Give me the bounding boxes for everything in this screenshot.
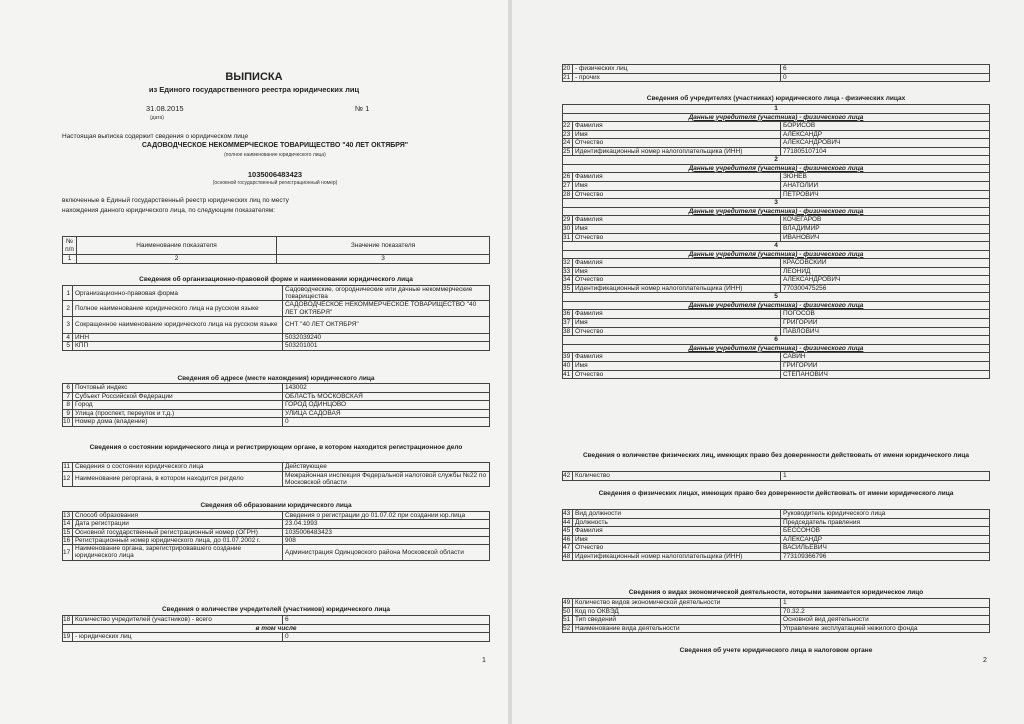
row-number: 33 xyxy=(563,267,573,276)
row-name: - прочих xyxy=(573,73,781,82)
row-value: Председатель правления xyxy=(781,518,990,527)
row-number: 5 xyxy=(63,342,73,351)
row-value: АЛЕКСАНДР xyxy=(781,535,990,544)
row-name: Почтовый индекс xyxy=(73,384,283,393)
row-number: 11 xyxy=(63,463,73,472)
persons-table xyxy=(562,509,990,561)
row-value: 5032039240 xyxy=(283,333,490,342)
row-name: КПП xyxy=(73,342,283,351)
row-name: Фамилия xyxy=(573,122,781,131)
section-title-address: Сведения об адресе (месте нахождения) юридического лица xyxy=(177,375,375,382)
row-value: ЛЕОНИД xyxy=(781,267,990,276)
document-subtitle: из Единого государственного реестра юридических лиц xyxy=(148,85,360,94)
row-name: Номер дома (владение) xyxy=(73,418,283,427)
row-name: Идентификационный номер налогоплательщика (ИНН) xyxy=(573,147,781,155)
row-value: 908 xyxy=(283,537,490,545)
persons-count-table xyxy=(562,471,990,481)
activity-table xyxy=(562,598,990,633)
row-name: Сведения о состоянии юридического лица xyxy=(73,463,283,472)
row-value: КОЧЕГАРОВ xyxy=(781,216,990,225)
row-name: Имя xyxy=(573,319,781,328)
row-name: Код по ОКВЭД xyxy=(573,607,781,616)
row-name: Количество видов экономической деятельности xyxy=(573,599,781,608)
row-number: 48 xyxy=(563,552,573,560)
row-value: ПОГОСОВ xyxy=(781,310,990,319)
row-number: 4 xyxy=(63,333,73,342)
row-name: Фамилия xyxy=(573,353,781,362)
header-col-index: 2 xyxy=(77,255,277,264)
row-number: 27 xyxy=(563,181,573,190)
row-value: 0 xyxy=(283,418,490,427)
row-name: ИНН xyxy=(73,333,283,342)
founder-index: 2 xyxy=(563,156,990,165)
row-value: АЛЕКСАНДРОВИЧ xyxy=(781,139,990,148)
row-number: 45 xyxy=(563,527,573,536)
row-name: Имя xyxy=(573,181,781,190)
ogrn-caption: (основной государственный регистрационный номер) xyxy=(212,180,338,186)
extract-date-caption: (дата) xyxy=(150,115,164,121)
header-col-index: 1 xyxy=(63,255,77,264)
row-number: 30 xyxy=(563,224,573,233)
row-number: 13 xyxy=(63,512,73,520)
intro-text: Настоящая выписка содержит сведения о юридическом лице xyxy=(62,133,249,140)
row-value: Руководитель юридического лица xyxy=(781,510,990,519)
row-number: 16 xyxy=(63,537,73,545)
row-number: 49 xyxy=(563,599,573,608)
row-number: 41 xyxy=(563,370,573,379)
row-number: 6 xyxy=(63,384,73,393)
row-name: Способ образования xyxy=(73,512,283,520)
row-number: 51 xyxy=(563,616,573,625)
founder-caption: Данные учредителя (участника) - физического лица xyxy=(563,164,990,173)
row-number: 37 xyxy=(563,319,573,328)
row-number: 8 xyxy=(63,401,73,410)
row-value: АНАТОЛИЙ xyxy=(781,181,990,190)
row-number: 38 xyxy=(563,327,573,336)
row-number: 40 xyxy=(563,362,573,371)
row-number: 20 xyxy=(563,65,573,74)
section-title-persons-count: Сведения о количестве физических лиц, имеющих право без доверенности действовать от имени юридического лица xyxy=(582,452,970,459)
row-number: 35 xyxy=(563,285,573,293)
founder-caption: Данные учредителя (участника) - физического лица xyxy=(563,207,990,216)
header-number: № п/п xyxy=(63,237,77,255)
row-name: Имя xyxy=(573,267,781,276)
row-value: 23.04.1993 xyxy=(283,520,490,529)
row-name: Фамилия xyxy=(573,259,781,268)
row-number: 3 xyxy=(63,316,73,333)
row-value: 771805107104 xyxy=(781,147,990,155)
row-value: СНТ "40 ЛЕТ ОКТЯБРЯ" xyxy=(283,316,490,333)
header-indicator-name: Наименование показателя xyxy=(77,237,277,255)
row-value: САВИН xyxy=(781,353,990,362)
row-value: ОБЛАСТЬ МОСКОВСКАЯ xyxy=(283,392,490,401)
row-value: Основной вид деятельности xyxy=(781,616,990,625)
row-value: ГРИГОРИЙ xyxy=(781,362,990,371)
row-number: 50 xyxy=(563,607,573,616)
row-name: Город xyxy=(73,401,283,410)
row-number: 9 xyxy=(63,409,73,418)
row-number: 34 xyxy=(563,276,573,285)
org-name-caption: (полное наименование юридического лица) xyxy=(224,152,326,158)
section-title-tax: Сведения об учете юридического лица в налоговом органе xyxy=(679,647,873,654)
row-value: ПАВЛОВИЧ xyxy=(781,327,990,336)
row-value: 1 xyxy=(781,472,990,481)
row-name: Полное наименование юридического лица на русском языке xyxy=(73,301,283,316)
row-value: Администрация Одинцовского района Московской области xyxy=(283,545,490,560)
founder-caption: Данные учредителя (участника) - физического лица xyxy=(563,250,990,259)
row-value: Действующее xyxy=(283,463,490,472)
row-name: Отчество xyxy=(573,233,781,242)
section-title-persons: Сведения о физических лицах, имеющих право без доверенности действовать от имени юридического лица xyxy=(598,490,954,497)
row-value: 1 xyxy=(781,599,990,608)
row-value: 143002 xyxy=(283,384,490,393)
row-name: Идентификационный номер налогоплательщика (ИНН) xyxy=(573,285,781,293)
row-value: ВЛАДИМИР xyxy=(781,224,990,233)
extract-number: № 1 xyxy=(355,104,370,113)
row-name: Субъект Российской Федерации xyxy=(73,392,283,401)
row-name: Имя xyxy=(573,130,781,139)
row-name: Количество учредителей (участников) - всего xyxy=(73,616,283,625)
section-title-creation: Сведения об образовании юридического лица xyxy=(200,502,352,509)
row-number: 23 xyxy=(563,130,573,139)
row-value: АЛЕКСАНДР xyxy=(781,130,990,139)
row-number: 31 xyxy=(563,233,573,242)
row-number: 52 xyxy=(563,624,573,633)
founders-table xyxy=(562,104,990,379)
row-value: 70.32.2 xyxy=(781,607,990,616)
row-value: Садоводческие, огороднические или дачные некоммерческие товарищества xyxy=(283,286,490,301)
row-name: Фамилия xyxy=(573,310,781,319)
founder-index: 6 xyxy=(563,336,990,345)
row-name: Имя xyxy=(573,224,781,233)
row-value: 770300475256 xyxy=(781,285,990,293)
row-value: 1035006483423 xyxy=(283,528,490,536)
row-number: 32 xyxy=(563,259,573,268)
row-name: Наименование вида деятельности xyxy=(573,624,781,633)
in-that-number: в том числе xyxy=(63,624,490,633)
row-number: 24 xyxy=(563,139,573,148)
row-name: Фамилия xyxy=(573,173,781,182)
founders-count-continued-table xyxy=(562,64,990,82)
row-number: 43 xyxy=(563,510,573,519)
extract-date: 31.08.2015 xyxy=(146,104,184,113)
row-value: 503201001 xyxy=(283,342,490,351)
row-number: 18 xyxy=(63,616,73,625)
page-number: 2 xyxy=(983,657,987,664)
row-name: Имя xyxy=(573,362,781,371)
section-title-state: Сведения о состоянии юридического лица и регистрирующем органе, в котором находится регистрационное дело xyxy=(89,444,463,451)
row-number: 28 xyxy=(563,190,573,199)
row-number: 42 xyxy=(563,472,573,481)
row-name: - юридических лиц xyxy=(73,633,283,642)
address-table xyxy=(62,383,490,427)
row-name: Количество xyxy=(573,472,781,481)
row-number: 12 xyxy=(63,471,73,486)
row-value: СТЕПАНОВИЧ xyxy=(781,370,990,379)
founder-index: 3 xyxy=(563,199,990,208)
row-value: БОРИСОВ xyxy=(781,122,990,131)
row-value: ИВАНОВИЧ xyxy=(781,233,990,242)
founder-index: 5 xyxy=(563,293,990,302)
row-value: УЛИЦА САДОВАЯ xyxy=(283,409,490,418)
row-value: ВАСИЛЬЕВИЧ xyxy=(781,544,990,553)
row-name: Имя xyxy=(573,535,781,544)
row-name: Основной государственный регистрационный номер (ОГРН) xyxy=(73,528,283,536)
row-name: Фамилия xyxy=(573,216,781,225)
founder-caption: Данные учредителя (участника) - физического лица xyxy=(563,113,990,122)
row-value: ПЕТРОВИЧ xyxy=(781,190,990,199)
row-value: Управление эксплуатацией нежилого фонда xyxy=(781,624,990,633)
row-number: 39 xyxy=(563,353,573,362)
included-text-1: включенные в Единый государственный реестр юридических лиц по месту xyxy=(62,197,289,204)
row-name: Дата регистрации xyxy=(73,520,283,529)
row-value: ЗЮНЕВ xyxy=(781,173,990,182)
row-number: 1 xyxy=(63,286,73,301)
page-number: 1 xyxy=(482,657,486,664)
founder-index: 1 xyxy=(563,105,990,114)
section-title-activity: Сведения о видах экономической деятельности, которыми занимается юридическое лицо xyxy=(628,589,924,596)
row-value: БЕССОНОВ xyxy=(781,527,990,536)
row-value: АЛЕКСАНДРОВИЧ xyxy=(781,276,990,285)
row-value: 6 xyxy=(283,616,490,625)
org-ogrn: 1035006483423 xyxy=(247,170,303,179)
section-title-legal-form: Сведения об организационно-правовой форме и наименовании юридического лица xyxy=(139,276,413,283)
extract-page-2 xyxy=(512,0,1024,724)
row-name: Должность xyxy=(573,518,781,527)
founder-caption: Данные учредителя (участника) - физического лица xyxy=(563,344,990,353)
row-name: Регистрационный номер юридического лица, до 01.07.2002 г. xyxy=(73,537,283,545)
row-number: 21 xyxy=(563,73,573,82)
row-value: ГОРОД ОДИНЦОВО xyxy=(283,401,490,410)
extract-page-1 xyxy=(0,0,508,724)
columns-header-table xyxy=(62,236,490,264)
row-value: Сведения о регистрации до 01.07.02 при создании юр.лица xyxy=(283,512,490,520)
row-name: Отчество xyxy=(573,544,781,553)
row-value: Межрайонная инспекция Федеральной налоговой службы №22 по Московской области xyxy=(283,471,490,486)
row-name: Организационно-правовая форма xyxy=(73,286,283,301)
row-number: 46 xyxy=(563,535,573,544)
row-name: Отчество xyxy=(573,190,781,199)
row-number: 10 xyxy=(63,418,73,427)
founder-caption: Данные учредителя (участника) - физического лица xyxy=(563,301,990,310)
row-name: Улица (проспект, переулок и т.д.) xyxy=(73,409,283,418)
row-value: КРАСОВСКИЙ xyxy=(781,259,990,268)
founder-index: 4 xyxy=(563,242,990,251)
row-name: Отчество xyxy=(573,276,781,285)
row-number: 15 xyxy=(63,528,73,536)
row-name: Вид должности xyxy=(573,510,781,519)
row-number: 47 xyxy=(563,544,573,553)
row-name: - физических лиц xyxy=(573,65,781,74)
row-value: САДОВОДЧЕСКОЕ НЕКОММЕРЧЕСКОЕ ТОВАРИЩЕСТВО "40 ЛЕТ ОКТЯБРЯ" xyxy=(283,301,490,316)
row-value: 6 xyxy=(781,65,990,74)
row-name: Отчество xyxy=(573,370,781,379)
founders-count-table xyxy=(62,615,490,642)
section-title-founders-count: Сведения о количестве учредителей (участников) юридического лица xyxy=(161,606,391,613)
row-number: 17 xyxy=(63,545,73,560)
org-full-name: САДОВОДЧЕСКОЕ НЕКОММЕРЧЕСКОЕ ТОВАРИЩЕСТВО "40 ЛЕТ ОКТЯБРЯ" xyxy=(141,142,409,149)
row-name: Тип сведений xyxy=(573,616,781,625)
state-table xyxy=(62,462,490,487)
row-name: Отчество xyxy=(573,327,781,336)
header-col-index: 3 xyxy=(277,255,490,264)
row-number: 29 xyxy=(563,216,573,225)
row-number: 14 xyxy=(63,520,73,529)
row-number: 44 xyxy=(563,518,573,527)
row-number: 2 xyxy=(63,301,73,316)
row-name: Наименование органа, зарегистрировавшего создание юридического лица xyxy=(73,545,283,560)
row-name: Идентификационный номер налогоплательщика (ИНН) xyxy=(573,552,781,560)
creation-table xyxy=(62,511,490,561)
row-number: 25 xyxy=(563,147,573,155)
section-title-founders: Сведения об учредителях (участниках) юридического лица - физических лицах xyxy=(646,95,906,102)
row-number: 36 xyxy=(563,310,573,319)
row-name: Наименование регоргана, в котором находится регдело xyxy=(73,471,283,486)
document-title: ВЫПИСКА xyxy=(225,71,283,83)
row-name: Отчество xyxy=(573,139,781,148)
row-name: Фамилия xyxy=(573,527,781,536)
included-text-2: нахождения данного юридического лица, по следующим показателям: xyxy=(62,207,276,214)
row-value: 0 xyxy=(283,633,490,642)
header-indicator-value: Значение показателя xyxy=(277,237,490,255)
row-name: Сокращенное наименование юридического лица на русском языке xyxy=(73,316,283,333)
row-value: 0 xyxy=(781,73,990,82)
row-number: 7 xyxy=(63,392,73,401)
row-value: 773109366796 xyxy=(781,552,990,560)
row-number: 22 xyxy=(563,122,573,131)
row-number: 26 xyxy=(563,173,573,182)
legal-form-table xyxy=(62,285,490,351)
row-value: ГРИГОРИЙ xyxy=(781,319,990,328)
row-number: 19 xyxy=(63,633,73,642)
